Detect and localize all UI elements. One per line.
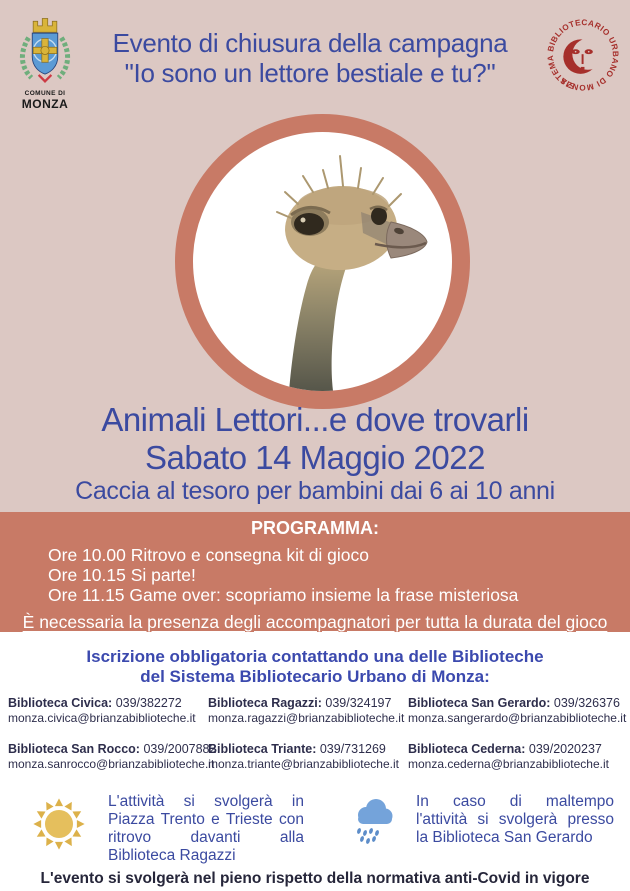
library-contact-san-gerardo	[408, 696, 630, 726]
crescent-face-icon	[563, 39, 603, 74]
library-contact-san-rocco	[8, 742, 217, 772]
registration-line-2: del Sistema Bibliotecario Urbano di Monza:	[140, 666, 490, 686]
campaign-title	[78, 28, 542, 88]
rain-cloud-icon	[352, 797, 398, 849]
flyer-header	[0, 0, 630, 110]
logo-caption	[12, 91, 78, 110]
library-name: Biblioteca San Rocco:	[8, 742, 140, 756]
monza-crest-icon	[13, 14, 77, 85]
bad-weather-line: In caso di maltempo	[416, 793, 614, 810]
registration-line-1: Iscrizione obbligatoria contattando una delle Biblioteche	[86, 647, 544, 666]
library-contact-triante	[208, 742, 408, 772]
library-contact-ragazzi	[208, 696, 408, 726]
program-section	[0, 512, 630, 632]
campaign-title-line-2: "Io sono un lettore bestiale e tu?"	[124, 58, 496, 88]
library-phone: 039/382272	[115, 696, 182, 710]
program-item: Ore 10.00 Ritrovo e consegna kit di gioco	[48, 545, 370, 565]
library-name: Biblioteca Civica:	[8, 696, 113, 710]
ostrich-photo	[193, 132, 452, 391]
library-contacts-grid	[0, 696, 630, 772]
sunny-line: ritrovo davanti alla	[108, 829, 304, 846]
covid-notice: L'evento si svolgerà nel pieno rispetto della normativa anti-Covid in vigore	[40, 870, 590, 887]
registration-heading	[0, 647, 630, 686]
library-system-logo-icon	[542, 14, 624, 96]
ostrich-photo-ring	[175, 114, 470, 409]
library-email: monza.triante@brianzabiblioteche.it	[208, 757, 399, 771]
library-system-logo	[542, 14, 624, 101]
sunny-line: Biblioteca Ragazzi	[108, 847, 236, 864]
sun-icon	[30, 795, 88, 853]
event-date: Sabato 14 Maggio 2022	[145, 439, 485, 476]
library-name: Biblioteca Cederna:	[408, 742, 526, 756]
library-contact-civica	[8, 696, 208, 726]
sunny-location-text	[108, 793, 304, 865]
library-contact-cederna	[408, 742, 630, 772]
campaign-title-line-1: Evento di chiusura della campagna	[112, 28, 508, 58]
bad-weather-text	[416, 793, 614, 865]
library-system-circular-text: SISTEMA BIBLIOTECARIO URBANO DI MONZA	[545, 17, 620, 92]
program-items	[48, 545, 630, 605]
program-note: È necessaria la presenza degli accompagnatori per tutta la durata del gioco	[22, 612, 608, 632]
program-item: Ore 10.15 Si parte!	[48, 565, 196, 585]
library-phone: 039/326376	[553, 696, 620, 710]
library-email: monza.cederna@brianzabiblioteche.it	[408, 757, 609, 771]
event-subtitle: Caccia al tesoro per bambini dai 6 ai 10 anni	[75, 477, 555, 505]
event-title: Animali Lettori...e dove trovarli	[101, 401, 529, 438]
program-heading: PROGRAMMA:	[251, 518, 379, 538]
logo-caption-line2: MONZA	[21, 96, 69, 111]
library-name: Biblioteca Ragazzi:	[208, 696, 322, 710]
weather-section	[0, 793, 630, 865]
library-email: monza.sanrocco@brianzabiblioteche.it	[8, 757, 215, 771]
library-phone: 039/324197	[325, 696, 392, 710]
library-email: monza.sangerardo@brianzabiblioteche.it	[408, 711, 627, 725]
library-phone: 039/2020237	[528, 742, 602, 756]
event-block	[0, 400, 630, 506]
bad-weather-line: la Biblioteca San Gerardo	[416, 829, 593, 846]
logo-caption-line1: COMUNE DI	[24, 90, 66, 97]
comune-di-monza-logo	[12, 14, 78, 110]
sunny-line: L'attività si svolgerà in	[108, 793, 304, 810]
lower-section	[0, 632, 630, 888]
library-name: Biblioteca Triante:	[208, 742, 317, 756]
bad-weather-line: l'attività si svolgerà presso	[416, 811, 614, 828]
sunny-line: Piazza Trento e Trieste con	[108, 811, 304, 828]
library-name: Biblioteca San Gerardo:	[408, 696, 551, 710]
program-item: Ore 11.15 Game over: scopriamo insieme la frase misteriosa	[48, 585, 519, 605]
library-phone: 039/2007882	[143, 742, 217, 756]
bad-weather-block	[352, 793, 614, 865]
library-email: monza.ragazzi@brianzabiblioteche.it	[208, 711, 405, 725]
library-phone: 039/731269	[319, 742, 386, 756]
library-email: monza.civica@brianzabiblioteche.it	[8, 711, 196, 725]
